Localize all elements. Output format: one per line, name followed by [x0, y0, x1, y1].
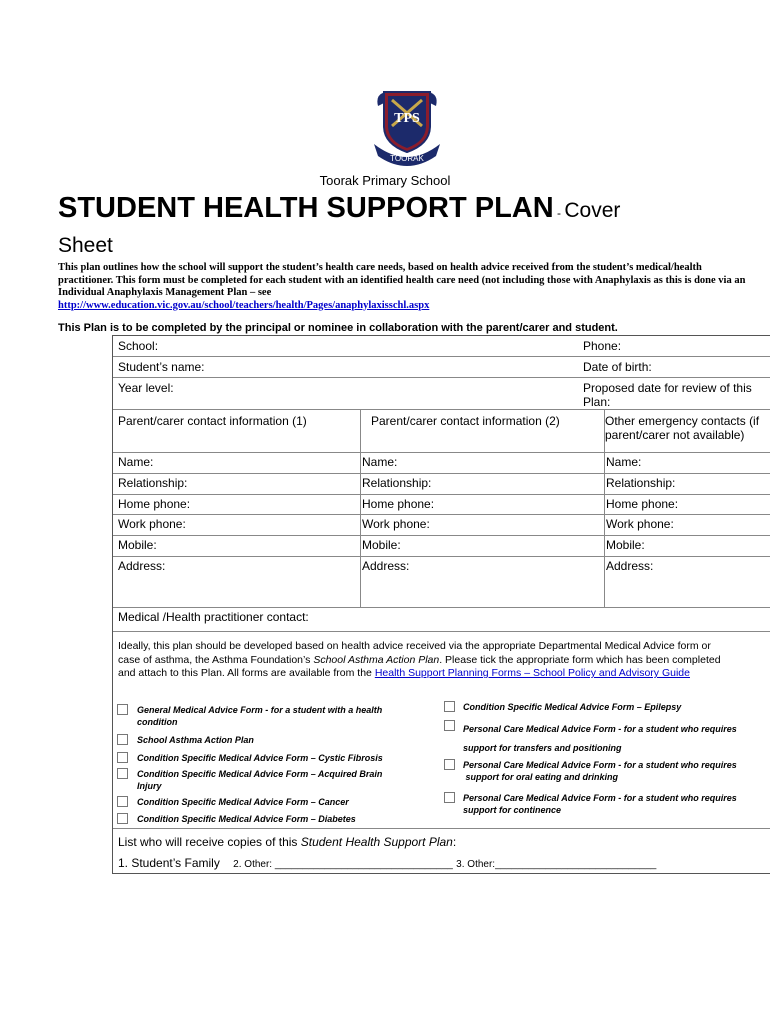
checkbox-brain-injury[interactable] — [117, 768, 128, 779]
contact2-name[interactable]: Name: — [362, 455, 398, 469]
svg-text:TOORAK: TOORAK — [390, 154, 424, 163]
checkbox-label: Condition Specific Medical Advice Form – Diabetes — [137, 814, 356, 824]
checkbox-label: Personal Care Medical Advice Form - for a student who requires support for continence — [463, 793, 737, 815]
checkbox-label: Condition Specific Medical Advice Form – Acquired Brain Injury — [137, 769, 383, 791]
copies-list — [118, 856, 656, 870]
title-dash: - — [553, 206, 565, 220]
contact1-work-phone[interactable]: Work phone: — [118, 517, 186, 531]
checkbox-diabetes[interactable] — [117, 813, 128, 824]
contact1-name[interactable]: Name: — [118, 455, 154, 469]
checkbox-cancer[interactable] — [117, 796, 128, 807]
emergency-work-phone[interactable]: Work phone: — [606, 517, 674, 531]
checkbox-cystic-fibrosis[interactable] — [117, 752, 128, 763]
completion-note: This Plan is to be completed by the principal or nominee in collaboration with the parent/carer and student. — [58, 322, 618, 334]
contact2-heading: Parent/carer contact information (2) — [371, 414, 560, 428]
copies-item-1: 1. Student’s Family — [118, 856, 220, 870]
advice-line2c: . Please tick the appropriate form which has been completed — [439, 653, 721, 666]
checkbox-label: Condition Specific Medical Advice Form – Cancer — [137, 797, 349, 807]
contact1-home-phone[interactable]: Home phone: — [118, 497, 191, 511]
page-title — [58, 193, 758, 261]
checkbox-label: Condition Specific Medical Advice Form – Cystic Fibrosis — [137, 753, 383, 763]
anaphylaxis-link[interactable]: http://www.education.vic.gov.au/school/teachers/health/Pages/anaphylaxisschl.aspx — [58, 299, 430, 311]
title-sheet: Sheet — [58, 234, 113, 257]
emergency-home-phone[interactable]: Home phone: — [606, 497, 679, 511]
copies-item-2[interactable]: 2. Other: ________________________________ — [233, 859, 453, 870]
contact2-mobile[interactable]: Mobile: — [362, 538, 401, 552]
checkbox-label: Condition Specific Medical Advice Form – Epilepsy — [463, 702, 682, 712]
review-date-field[interactable]: Proposed date for review of this Plan: — [583, 381, 752, 409]
emergency-heading: Other emergency contacts (if parent/carer not available) — [605, 414, 760, 442]
copies-heading: List who will receive copies of this Student Health Support Plan: — [118, 835, 457, 849]
contact2-work-phone[interactable]: Work phone: — [362, 517, 430, 531]
health-plan-form — [112, 335, 770, 874]
contact1-mobile[interactable]: Mobile: — [118, 538, 157, 552]
school-crest-icon — [370, 86, 444, 168]
checkbox-label: Personal Care Medical Advice Form - for a student who requires support for transfers and positioning — [463, 724, 737, 753]
practitioner-field[interactable]: Medical /Health practitioner contact: — [118, 610, 309, 624]
student-name-field[interactable]: Student’s name: — [118, 360, 205, 374]
health-support-forms-link[interactable]: Health Support Planning Forms – School Policy and Advisory Guide — [374, 667, 690, 679]
copies-item-3[interactable]: 3. Other:_____________________________ — [456, 859, 657, 870]
phone-field[interactable]: Phone: — [583, 339, 622, 353]
contact2-address[interactable]: Address: — [362, 559, 410, 573]
intro-paragraph — [58, 262, 748, 312]
svg-text:TPS: TPS — [394, 111, 420, 126]
advice-line2b: School Asthma Action Plan — [313, 653, 440, 666]
advice-line1: Ideally, this plan should be developed based on health advice received via the appropriate Departmental Medical Advice form or — [118, 640, 711, 652]
advice-paragraph — [118, 640, 770, 681]
advice-line3a: and attach to this Plan. All forms are available from the — [118, 667, 375, 679]
title-main: STUDENT HEALTH SUPPORT PLAN — [58, 192, 554, 224]
contact1-address[interactable]: Address: — [118, 559, 166, 573]
contact2-home-phone[interactable]: Home phone: — [362, 497, 435, 511]
emergency-name[interactable]: Name: — [606, 455, 642, 469]
emergency-address[interactable]: Address: — [606, 559, 654, 573]
year-level-field[interactable]: Year level: — [118, 381, 174, 395]
contact1-relationship[interactable]: Relationship: — [118, 476, 188, 490]
school-name: Toorak Primary School — [319, 173, 451, 188]
advice-line2a: case of asthma, the Asthma Foundation’s — [118, 653, 314, 666]
school-field[interactable]: School: — [118, 339, 159, 353]
checkbox-asthma-plan[interactable] — [117, 734, 128, 745]
dob-field[interactable]: Date of birth: — [583, 360, 652, 374]
intro-text: This plan outlines how the school will support the student’s health care needs, based on health advice received from the student’s medical/health practitioner. This form must be completed for each student with an identified health care need (not including those with Anaphylaxis as this is done via an Individual Anaphylaxis Management Plan – see — [58, 262, 746, 298]
checkbox-continence[interactable] — [444, 792, 455, 803]
checkbox-general-medical[interactable] — [117, 704, 128, 715]
checkbox-transfers[interactable] — [444, 720, 455, 731]
checkbox-label: Personal Care Medical Advice Form - for a student who requires support for oral eating and drinking — [463, 760, 737, 782]
checkbox-label: General Medical Advice Form - for a student with a health condition — [137, 705, 383, 727]
contact2-relationship[interactable]: Relationship: — [362, 476, 432, 490]
contact1-heading: Parent/carer contact information (1) — [118, 414, 307, 428]
checkbox-label: School Asthma Action Plan — [137, 735, 254, 745]
title-cover: Cover — [564, 199, 621, 222]
checkbox-epilepsy[interactable] — [444, 701, 455, 712]
checkbox-oral-eating[interactable] — [444, 759, 455, 770]
emergency-mobile[interactable]: Mobile: — [606, 538, 645, 552]
emergency-relationship[interactable]: Relationship: — [606, 476, 676, 490]
